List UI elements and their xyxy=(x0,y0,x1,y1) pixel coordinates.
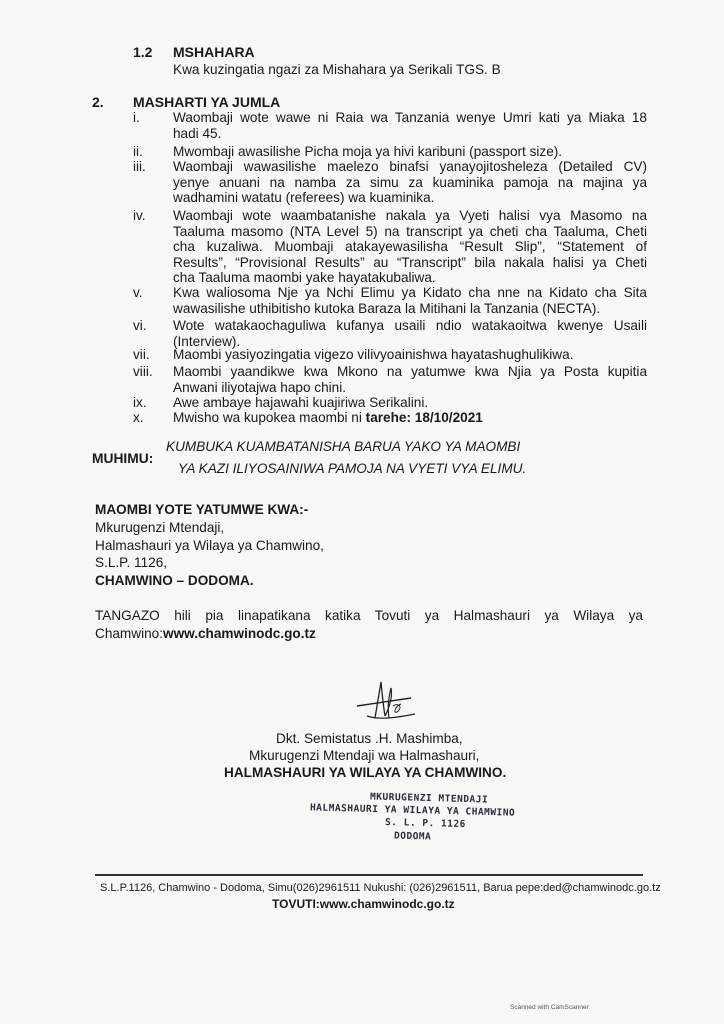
condition-text-line xyxy=(173,190,647,206)
signature-scribble-icon xyxy=(345,676,425,726)
condition-text-line xyxy=(173,270,647,286)
condition-text: hadi 45. xyxy=(173,125,222,141)
condition-text-line xyxy=(173,347,647,363)
stamp-line-1: MKURUGENZI MTENDAJI xyxy=(369,791,489,806)
section-1-2-title: MSHAHARA xyxy=(173,44,255,60)
condition-text-line xyxy=(173,159,647,175)
condition-text-line xyxy=(173,175,647,191)
muhimu-label: MUHIMU: xyxy=(92,451,154,466)
condition-number: ix. xyxy=(133,395,147,410)
condition-text: Results”, “Provisional Results” au “Transcript” bila nakala halisi ya Cheti xyxy=(173,254,647,270)
condition-text: Maombi yasiyozingatia vigezo vilivyoainishwa hayatashughulikiwa. xyxy=(173,347,574,362)
condition-text: wawasilishe uthibitisho kutoka Baraza la Mitihani la Tanzania (NECTA). xyxy=(173,300,601,316)
stamp-line-2: HALMASHAURI YA WILAYA YA CHAMWINO xyxy=(309,802,516,819)
condition-text-line xyxy=(173,285,647,301)
condition-text: Mwisho wa kupokea maombi ni xyxy=(173,410,362,425)
condition-number: x. xyxy=(133,410,144,425)
condition-text: Taaluma masomo (NTA Level 5) na transcript ya cheti cha Taaluma, Cheti xyxy=(173,223,647,239)
tangazo-line-2 xyxy=(95,626,316,642)
address-line-4: CHAMWINO – DODOMA. xyxy=(95,573,254,588)
condition-text: Waombaji wote wawe ni Raia wa Tanzania wenye Umri kati ya Miaka 18 xyxy=(173,110,647,125)
condition-text-line xyxy=(173,144,647,160)
footer-website[interactable]: TOVUTI:www.chamwinodc.go.tz xyxy=(272,897,455,911)
address-line-3: S.L.P. 1126, xyxy=(95,555,168,570)
condition-text-line xyxy=(173,301,647,317)
address-line-1: Mkurugenzi Mtendaji, xyxy=(95,520,225,535)
condition-number: vi. xyxy=(133,318,147,333)
condition-number: ii. xyxy=(133,144,143,159)
muhimu-line-2: YA KAZI ILIYOSAINIWA PAMOJA NA VYETI VYA ELIMU. xyxy=(178,461,527,476)
condition-text: Waombaji wote waambatanishe nakala ya Vyeti halisi vya Masomo na xyxy=(173,208,647,223)
condition-text-line xyxy=(173,208,647,224)
condition-text: yenye anuani na namba za simu za kuaminika pamoja na majina ya xyxy=(173,174,647,190)
website-link[interactable]: www.chamwinodc.go.tz xyxy=(163,626,316,641)
section-1-2-text: Kwa kuzingatia ngazi za Mishahara ya Serikali TGS. B xyxy=(173,62,501,77)
condition-text-line xyxy=(173,224,647,240)
condition-number: viii. xyxy=(133,364,153,379)
condition-text-line xyxy=(173,410,647,426)
condition-text: cha kuzaliwa. Muombaji atakayewasilisha “Result Slip”, “Statement of xyxy=(173,239,647,255)
condition-text-line xyxy=(173,110,647,126)
condition-text: Kwa waliosoma Nje ya Nchi Elimu ya Kidato cha nne na Kidato cha Sita xyxy=(173,285,647,300)
section-2-title: MASHARTI YA JUMLA xyxy=(133,94,281,110)
deadline-date: tarehe: 18/10/2021 xyxy=(365,410,483,425)
tangazo-prefix: Chamwino: xyxy=(95,626,163,641)
condition-text: Wote watakaochaguliwa kufanya usaili ndio watakaoitwa kwenye Usaili xyxy=(173,318,647,333)
scanner-watermark: Scanned with CamScanner xyxy=(510,1004,589,1011)
condition-text-line xyxy=(173,239,647,255)
condition-text: wadhamini watatu (referees) wa kuaminika. xyxy=(173,190,435,206)
address-heading: MAOMBI YOTE YATUMWE KWA:- xyxy=(95,502,309,517)
muhimu-line-1: KUMBUKA KUAMBATANISHA BARUA YAKO YA MAOMBI xyxy=(166,439,521,454)
condition-text: Awe ambaye hajawahi kuajiriwa Serikalini. xyxy=(173,395,429,410)
footer-contact: S.L.P.1126, Chamwino - Dodoma, Simu(026)2961511 Nukushi: (026)2961511, Barua pepe:ded@chamwinodc.go.tz xyxy=(100,882,661,894)
condition-text: (Interview). xyxy=(173,333,241,349)
condition-number: v. xyxy=(133,285,143,300)
condition-text: Mwombaji awasilishe Picha moja ya hivi karibuni (passport size). xyxy=(173,144,563,159)
condition-text-line xyxy=(173,364,647,380)
condition-text-line xyxy=(173,395,647,411)
tangazo-line-1: TANGAZO hili pia linapatikana katika Tovuti ya Halmashauri ya Wilaya ya xyxy=(95,608,643,623)
stamp-line-3: S. L. P. 1126 xyxy=(384,816,466,831)
stamp-line-4: DODOMA xyxy=(393,830,432,843)
condition-number: iii. xyxy=(133,159,146,174)
condition-text-line xyxy=(173,126,647,142)
signatory-name: Dkt. Semistatus .H. Mashimba, xyxy=(276,731,463,746)
condition-text: cha Taaluma maombi yake hayatakubaliwa. xyxy=(173,270,436,286)
signatory-title: Mkurugenzi Mtendaji wa Halmashauri, xyxy=(249,748,480,763)
signatory-org: HALMASHAURI YA WILAYA YA CHAMWINO. xyxy=(224,765,507,780)
address-line-2: Halmashauri ya Wilaya ya Chamwino, xyxy=(95,538,324,553)
condition-number: iv. xyxy=(133,208,146,223)
condition-text-line xyxy=(173,318,647,334)
condition-text-line xyxy=(173,255,647,271)
condition-text: Waombaji wawasilishe maelezo binafsi yanayojitosheleza (Detailed CV) xyxy=(173,159,647,174)
condition-number: vii. xyxy=(133,347,150,362)
condition-number: i. xyxy=(133,110,140,125)
footer-divider xyxy=(95,874,643,876)
section-1-2-number: 1.2 xyxy=(133,44,153,60)
condition-text: Maombi yaandikwe kwa Mkono na yatumwe kwa Njia ya Posta kupitia xyxy=(173,364,647,379)
condition-text-line xyxy=(173,380,647,396)
section-2-number: 2. xyxy=(92,94,104,110)
condition-text: Anwani iliyotajwa hapo chini. xyxy=(173,379,347,395)
